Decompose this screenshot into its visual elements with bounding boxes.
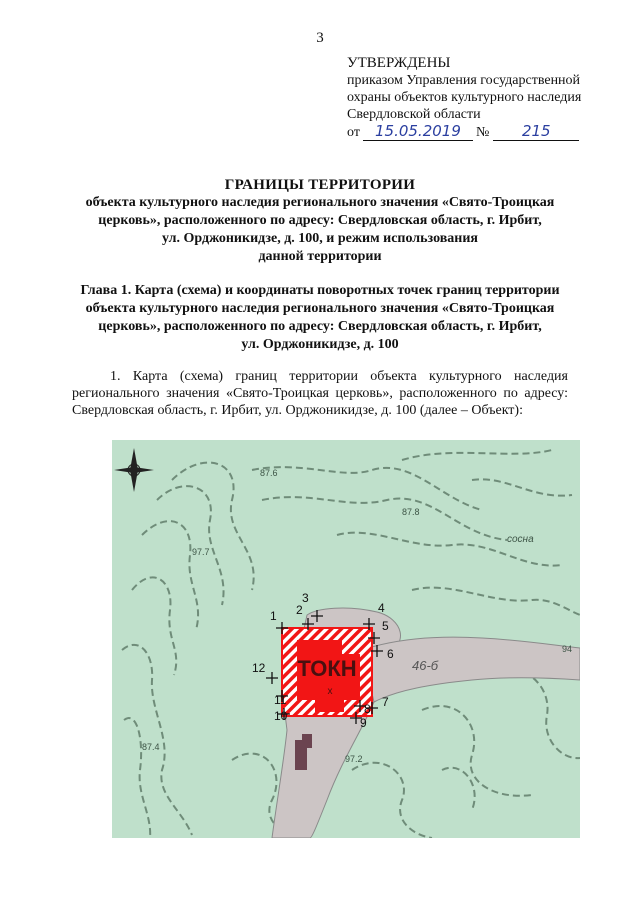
territory-map — [112, 440, 580, 838]
title-line: ул. Орджоникидзе, д. 100, и режим использования — [161, 231, 479, 246]
point-label: 9 — [360, 716, 367, 730]
approval-number: 215 — [493, 123, 579, 141]
road-label: 46-б — [412, 658, 439, 673]
approval-date: 15.05.2019 — [363, 123, 473, 141]
point-label: 2 — [296, 603, 303, 617]
point-label: 5 — [382, 619, 389, 633]
approval-block — [347, 55, 627, 141]
chapter-line: объекта культурного наследия регионального значения «Свято-Троицкая — [85, 301, 555, 316]
number-label: № — [475, 125, 490, 140]
forest-label: сосна — [507, 534, 534, 545]
approval-date-number-line — [347, 123, 627, 141]
point-label: 7 — [382, 695, 389, 709]
point-label: 12 — [252, 661, 266, 675]
point-label: 10 — [274, 709, 288, 723]
point-label: 3 — [302, 591, 309, 605]
point-label: 6 — [387, 647, 394, 661]
approval-title: УТВЕРЖДЕНЫ — [347, 55, 451, 71]
title-line: объекта культурного наследия регионального значения «Свято-Троицкая — [85, 195, 555, 210]
page-number: 3 — [316, 30, 324, 46]
from-label: от — [347, 125, 360, 140]
point-label: 4 — [378, 601, 385, 615]
approval-line: Свердловской области — [347, 107, 481, 122]
point-label: 8 — [364, 702, 371, 716]
title-line: данной территории — [258, 249, 382, 264]
chapter-line: ул. Орджоникидзе, д. 100 — [241, 337, 399, 352]
elevation-label: 97.7 — [192, 547, 210, 557]
approval-line: приказом Управления государственной — [347, 73, 581, 88]
chapter-line: Глава 1. Карта (схема) и координаты поворотных точек границ территории — [80, 283, 560, 298]
paragraph-1: 1. Карта (схема) границ территории объекта культурного наследия регионального значения «Свято-Троицкая церковь», расположенного по адресу: Свердловская область, г. Ирбит, ул. Орджоникидзе, д. 100 (далее – Объект): — [72, 369, 568, 418]
elevation-label: 94 — [562, 644, 573, 654]
object-marker: х — [327, 686, 333, 697]
chapter-heading — [40, 282, 600, 354]
elevation-label: 97.2 — [345, 754, 363, 764]
title-main: ГРАНИЦЫ ТЕРРИТОРИИ — [224, 177, 416, 193]
point-label: 11 — [274, 693, 287, 707]
approval-line: охраны объектов культурного наследия — [347, 90, 582, 105]
object-label: ТОКН — [297, 656, 357, 681]
elevation-label: 87.6 — [260, 468, 278, 478]
point-label: 1 — [270, 609, 277, 623]
title-line: церковь», расположенного по адресу: Свердловская область, г. Ирбит, — [98, 213, 542, 228]
chapter-line: церковь», расположенного по адресу: Свердловская область, г. Ирбит, — [98, 319, 542, 334]
document-title — [40, 176, 600, 266]
nearby-building-annex — [302, 734, 312, 748]
elevation-label: 87.4 — [142, 742, 160, 752]
map-svg — [112, 440, 580, 838]
elevation-label: 87.8 — [402, 507, 420, 517]
